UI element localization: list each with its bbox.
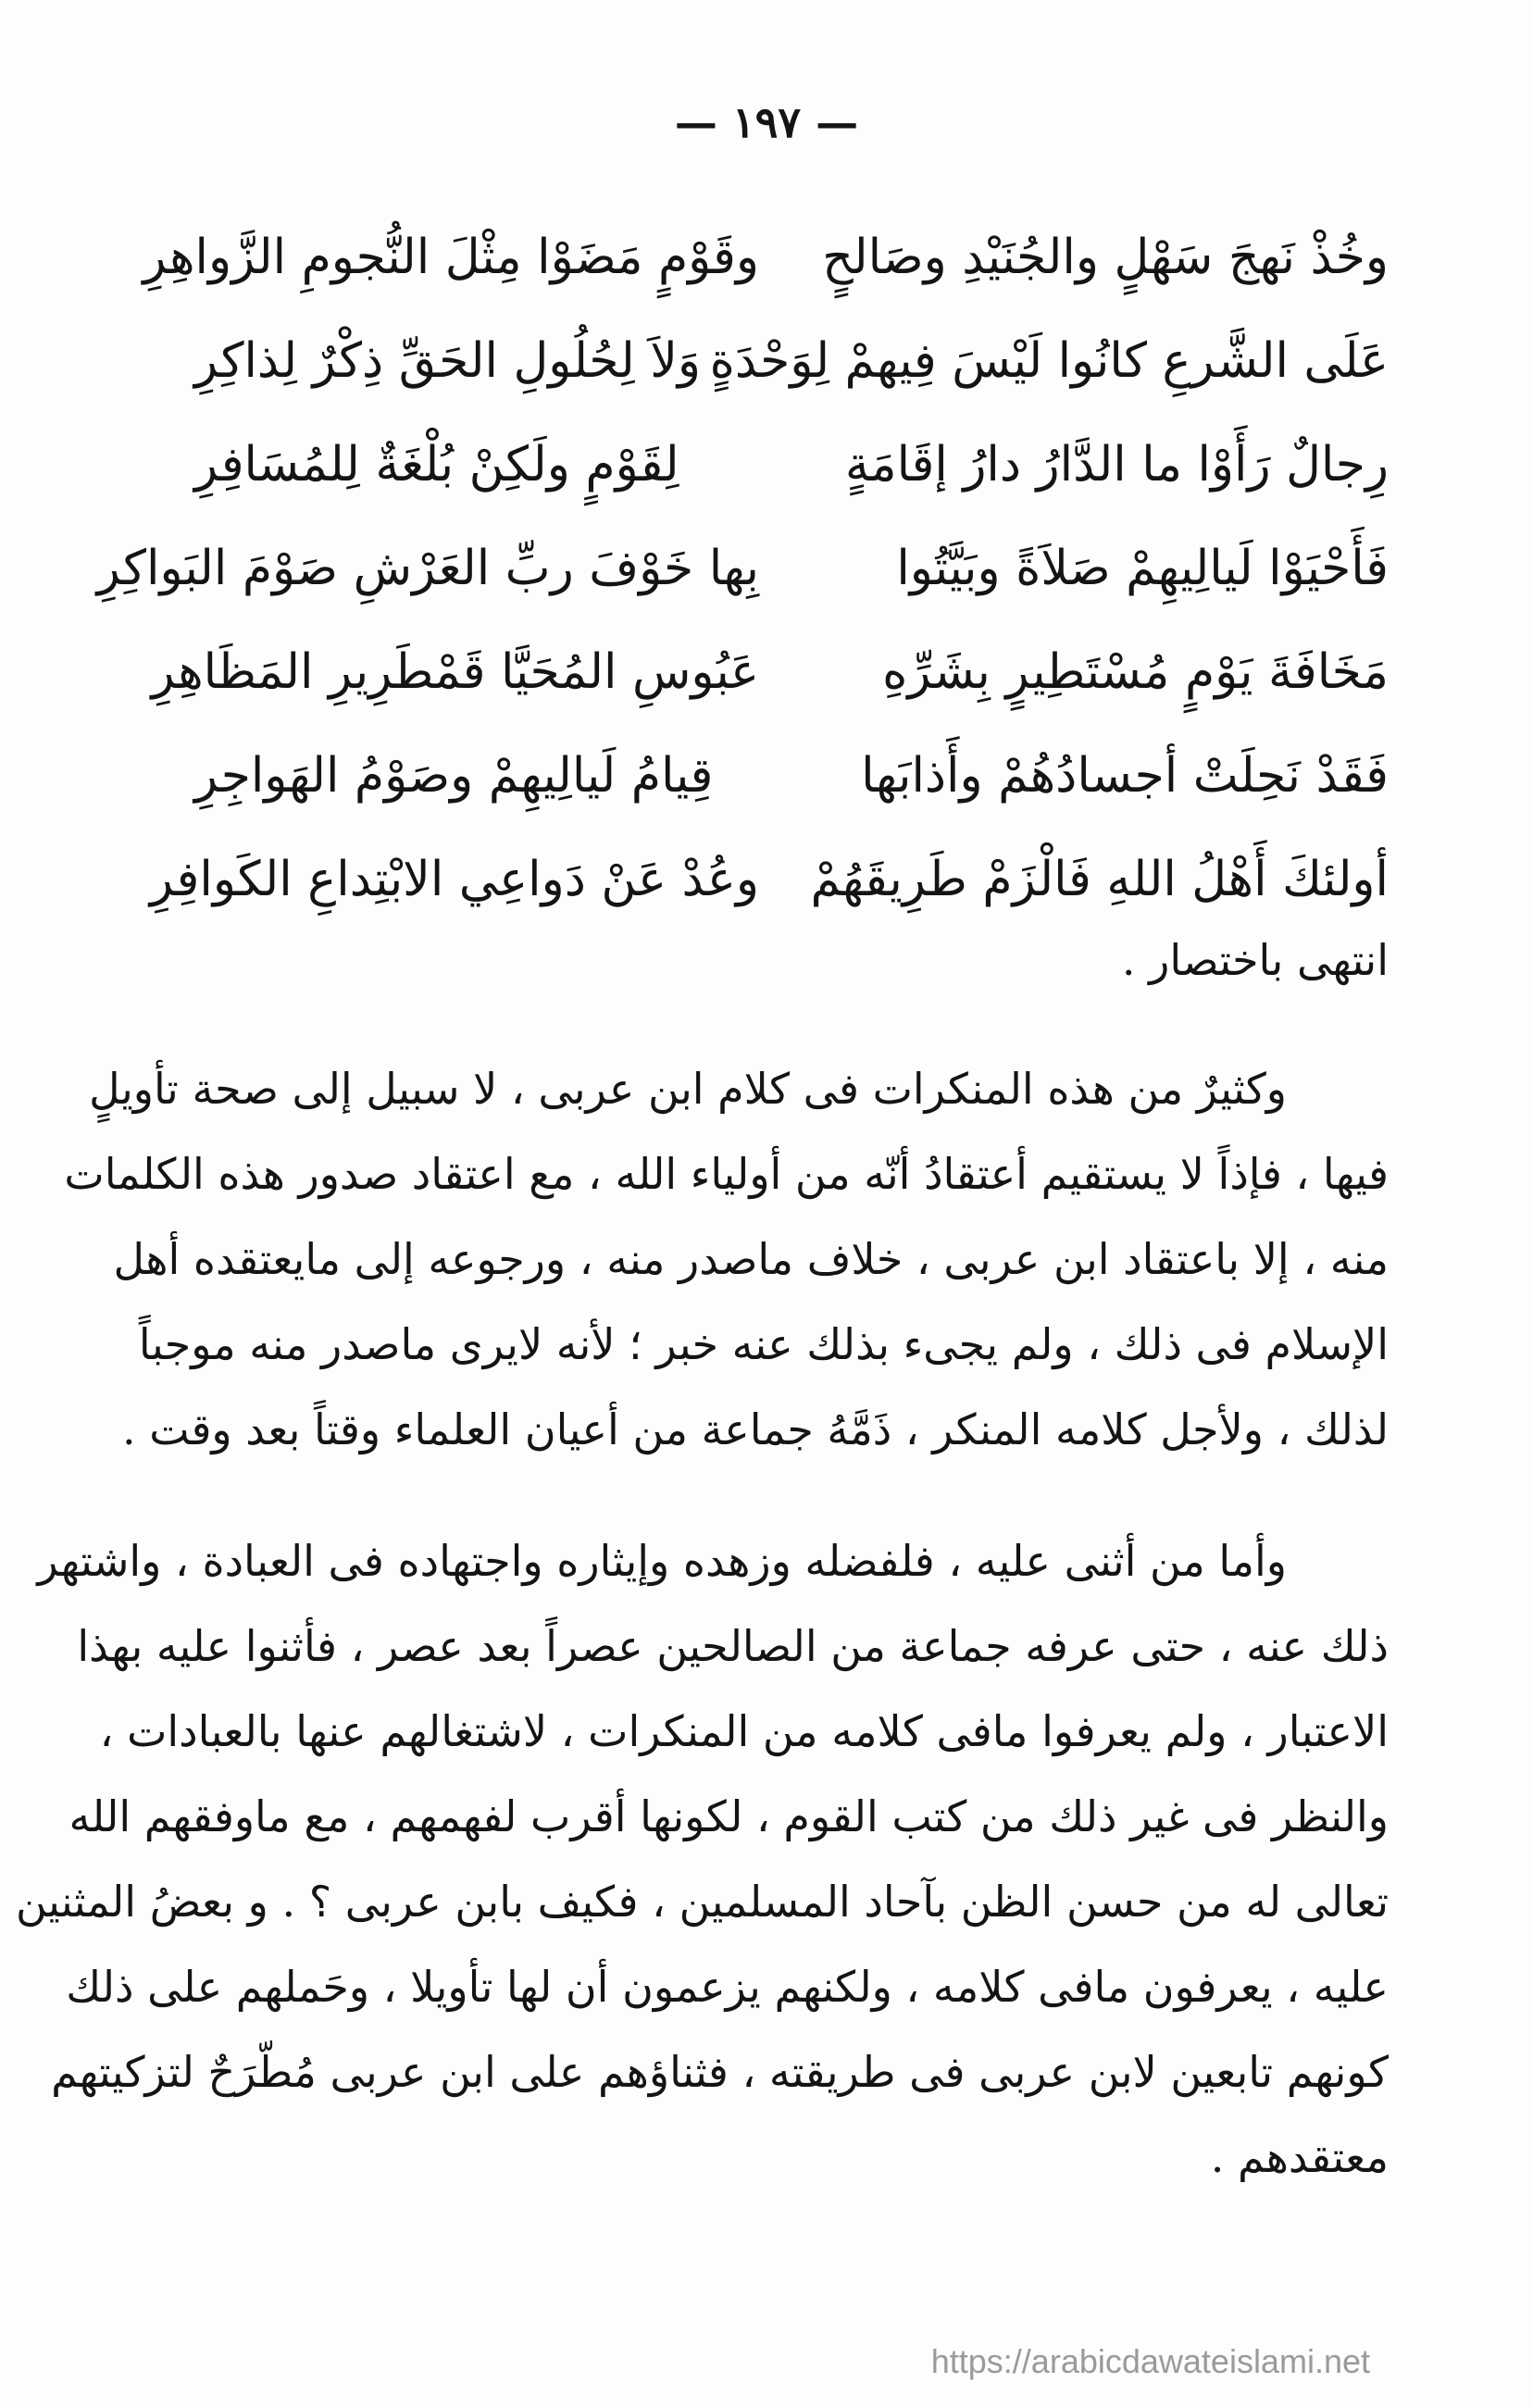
poem-verse bbox=[151, 620, 1389, 724]
text-line: وأما من أثنى عليه ، فلفضله وزهده وإيثاره واجتهاده فى العبادة ، واشتهر bbox=[37, 1536, 1287, 1586]
text-line: عليه ، يعرفون مافى كلامه ، ولكنهم يزعمون أن لها تأويلا ، وحَملهم على ذلك bbox=[66, 1962, 1389, 2012]
text-line: منه ، إلا باعتقاد ابن عربى ، خلاف ماصدر منه ، ورجوعه إلى مايعتقده أهل bbox=[113, 1234, 1389, 1284]
verse-first-hemistich: رِجالٌ رَأَوْا ما الدَّارُ دارُ إقَامَةٍ bbox=[844, 437, 1389, 493]
text-line: والنظر فى غير ذلك من كتب القوم ، لكونها أقرب لفهمهم ، مع ماوفقهم الله bbox=[69, 1791, 1389, 1841]
verse-first-hemistich: فَقَدْ نَحِلَتْ أجسادُهُمْ وأَذابَها bbox=[861, 748, 1389, 804]
poem-verse bbox=[149, 828, 1389, 931]
poem-end-note: انتهى باختصار . bbox=[1121, 935, 1389, 985]
verse-second-hemistich: وعُدْ عَنْ دَواعِي الابْتِداعِ الكَوافِرِ bbox=[149, 852, 759, 907]
verse-second-hemistich: عَبُوسِ المُحَيَّا قَمْطَرِيرِ المَظَاهِرِ bbox=[151, 644, 759, 700]
verse-first-hemistich: وخُذْ نَهجَ سَهْلٍ والجُنَيْدِ وصَالحٍ bbox=[822, 230, 1389, 285]
verse-second-hemistich: بِها خَوْفَ ربِّ العَرْشِ صَوْمَ البَواكِرِ bbox=[96, 541, 759, 596]
verse-second-hemistich: قِيامُ لَيالِيهِمْ وصَوْمُ الهَواجِرِ bbox=[194, 748, 714, 804]
text-line: فيها ، فإذاً لا يستقيم أعتقادُ أنّه من أولياء الله ، مع اعتقاد صدور هذه الكلمات bbox=[64, 1149, 1389, 1199]
poem-verse bbox=[194, 724, 1389, 828]
text-line: ذلك عنه ، حتى عرفه جماعة من الصالحين عصراً بعد عصر ، فأثنوا عليه بهذا bbox=[77, 1621, 1389, 1671]
text-line: كونهم تابعين لابن عربى فى طريقته ، فثناؤهم على ابن عربى مُطّرَحٌ لتزكيتهم bbox=[51, 2047, 1389, 2097]
text-line: وكثيرٌ من هذه المنكرات فى كلام ابن عربى ، لا سبيل إلى صحة تأويلٍ bbox=[89, 1064, 1287, 1114]
paragraph bbox=[16, 1518, 1389, 2200]
verse-first-hemistich: عَلَى الشَّرعِ كانُوا لَيْسَ فِيهمْ لِوَحْدَةٍ bbox=[709, 333, 1389, 389]
verse-second-hemistich: وقَوْمٍ مَضَوْا مِثْلَ النُّجومِ الزَّواهِرِ bbox=[143, 230, 759, 285]
paragraph bbox=[64, 1046, 1389, 1472]
prose-body bbox=[16, 1046, 1389, 2200]
text-line: الاعتبار ، ولم يعرفوا مافى كلامه من المنكرات ، لاشتغالهم عنها بالعبادات ، bbox=[99, 1706, 1389, 1756]
poem-verse bbox=[96, 517, 1389, 620]
page-number: — ١٩٧ — bbox=[674, 97, 859, 147]
verse-first-hemistich: أولئكَ أَهْلُ اللهِ فَالْزَمْ طَرِيقَهُمْ bbox=[810, 852, 1389, 907]
text-line: لذلك ، ولأجل كلامه المنكر ، ذَمَّهُ جماعة من أعيان العلماء وقتاً بعد وقت . bbox=[122, 1404, 1389, 1454]
verse-second-hemistich: وَلاَ لِحُلُولِ الحَقِّ ذِكْرٌ لِذاكِرِ bbox=[194, 333, 702, 389]
poem bbox=[96, 206, 1389, 931]
verse-first-hemistich: فَأَحْيَوْا لَيالِيهِمْ صَلاَةً وبَيَّتُوا bbox=[896, 541, 1389, 596]
poem-verse bbox=[194, 309, 1389, 413]
text-line: معتقدهم . bbox=[1210, 2132, 1389, 2182]
poem-verse bbox=[194, 413, 1389, 517]
verse-first-hemistich: مَخَافَةَ يَوْمٍ مُسْتَطِيرٍ بِشَرِّهِ bbox=[882, 644, 1389, 700]
watermark-url: https://arabicdawateislami.net bbox=[930, 2342, 1370, 2380]
poem-verse bbox=[143, 206, 1389, 309]
verse-second-hemistich: لِقَوْمٍ ولَكِنْ بُلْغَةٌ لِلمُسَافِرِ bbox=[194, 437, 679, 493]
text-line: الإسلام فى ذلك ، ولم يجىء بذلك عنه خبر ؛ لأنه لايرى ماصدر منه موجباً bbox=[138, 1319, 1389, 1369]
text-line: تعالى له من حسن الظن بآحاد المسلمين ، فكيف بابن عربى ؟ . و بعضُ المثنين bbox=[16, 1877, 1389, 1927]
